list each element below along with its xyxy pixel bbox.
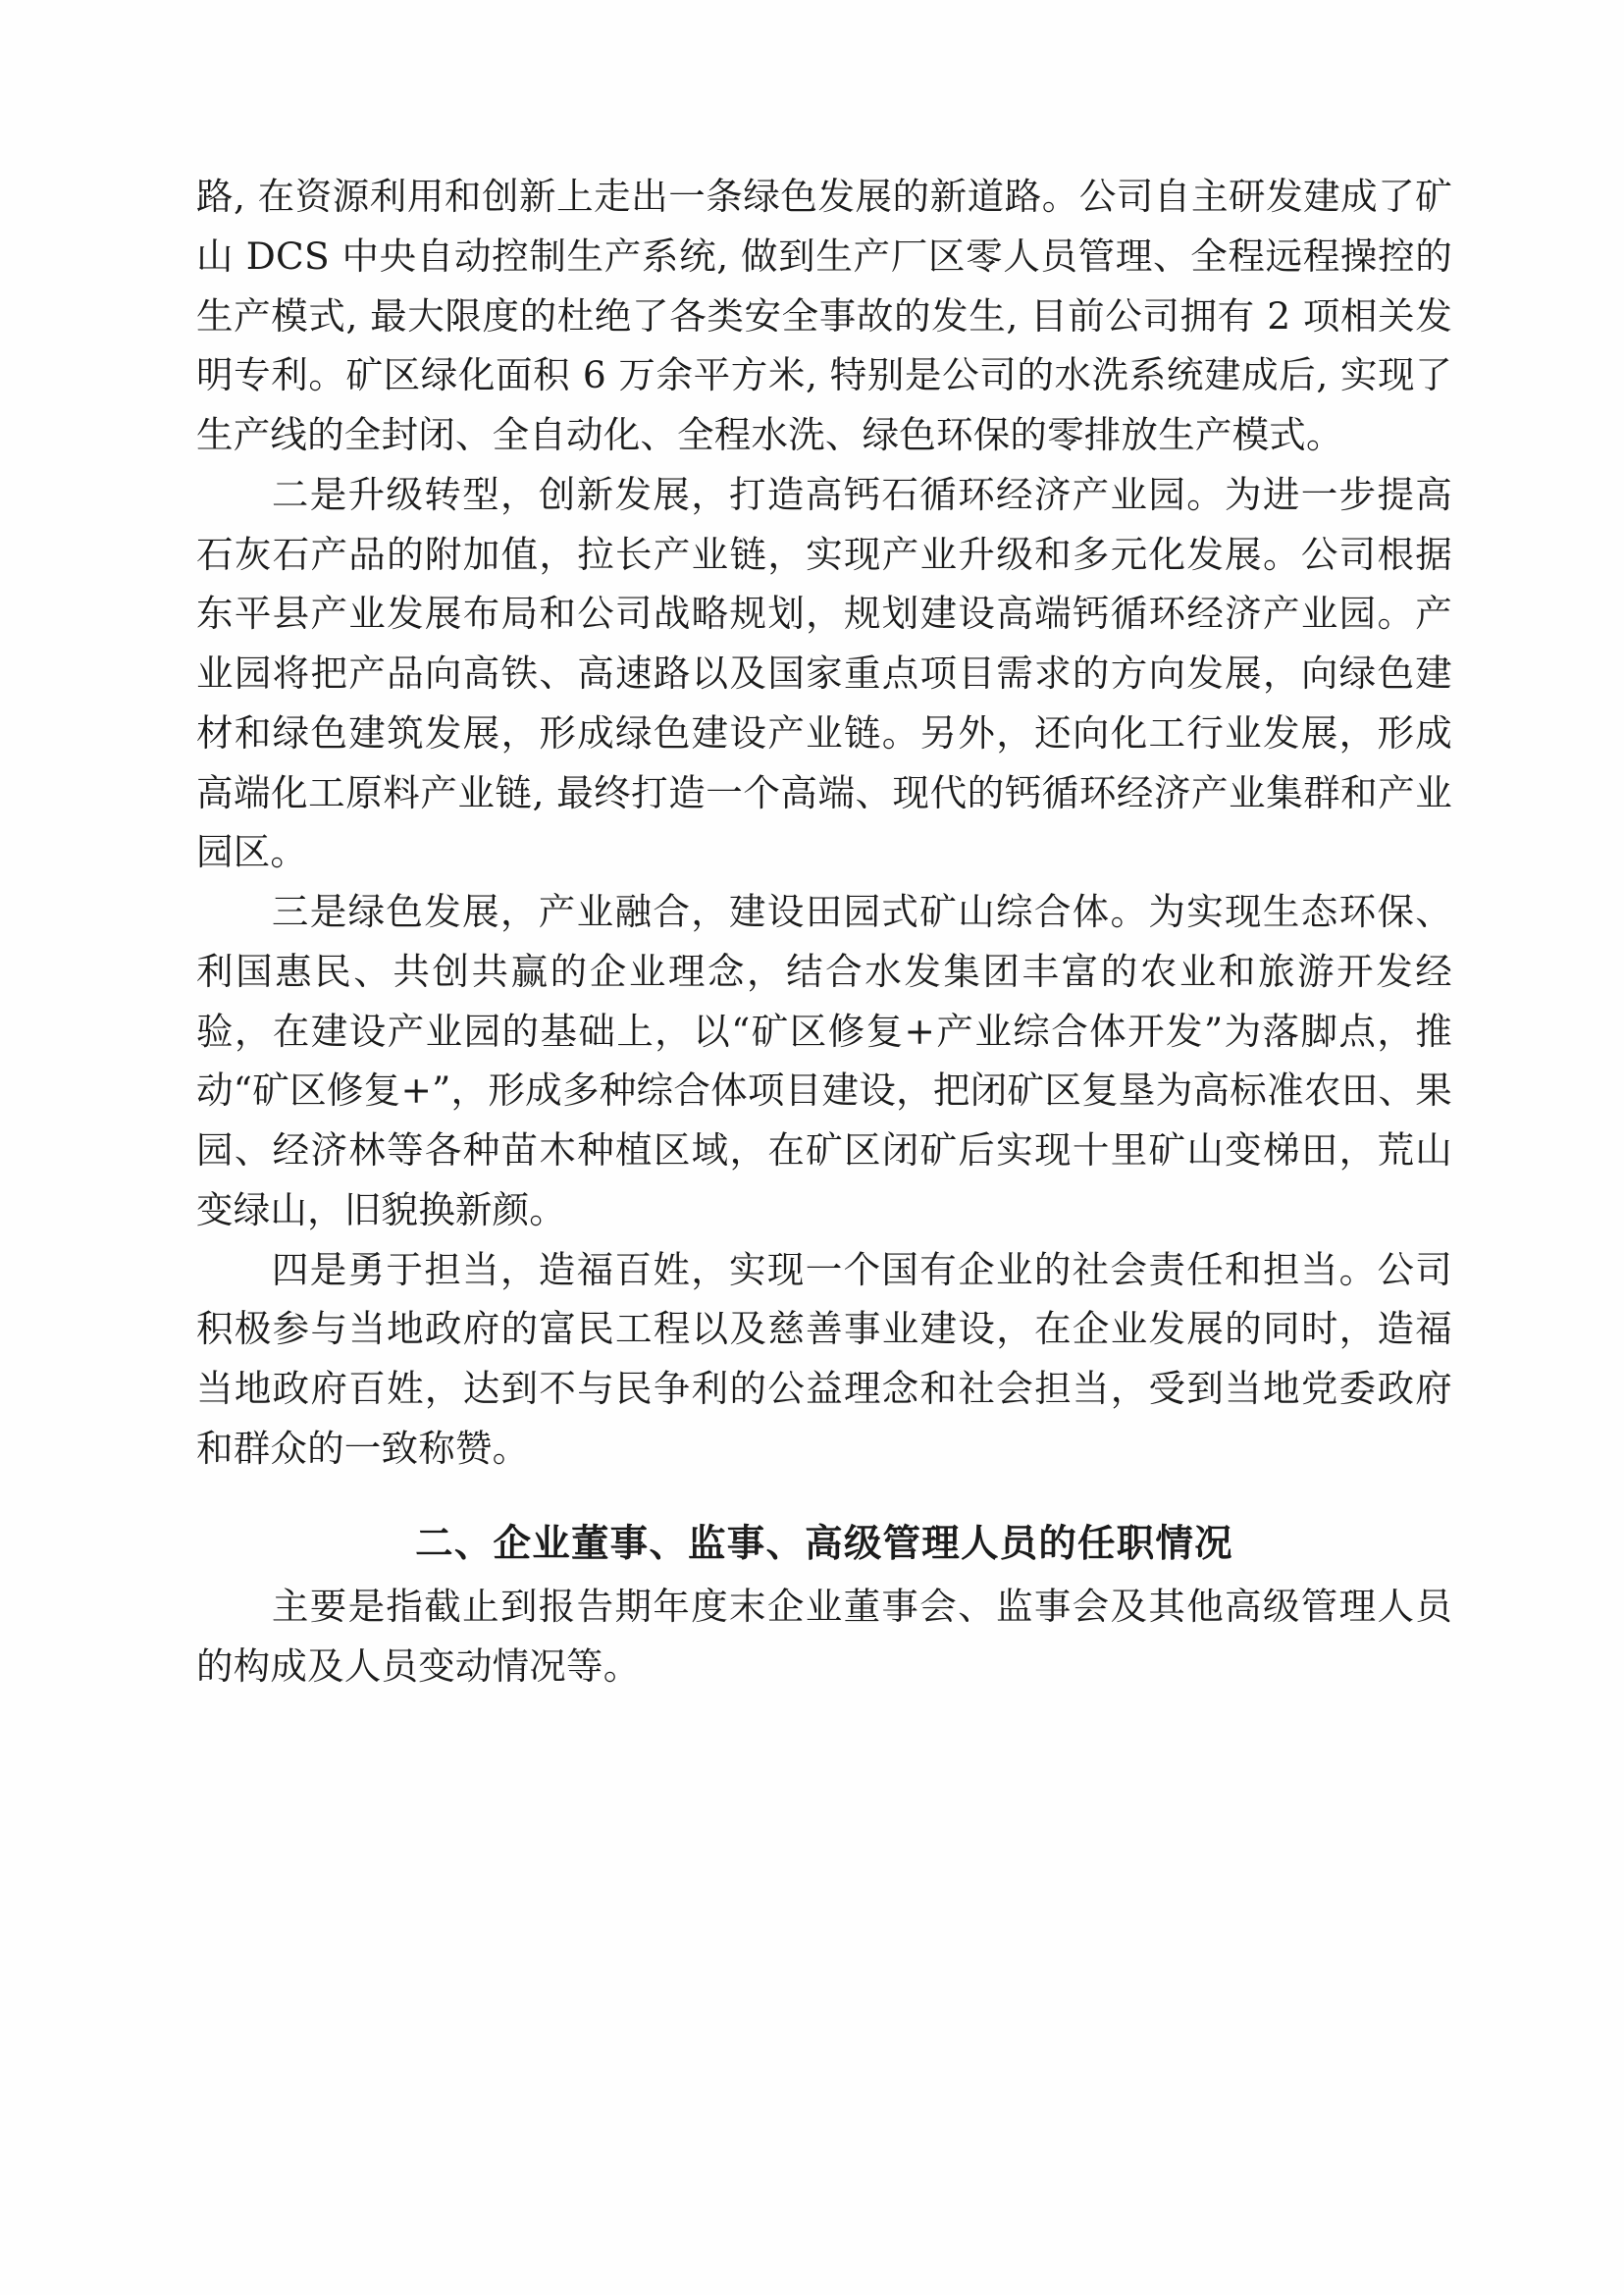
paragraph-section-two-body: 主要是指截止到报告期年度末企业董事会、监事会及其他高级管理人员的构成及人员变动情况等。 — [196, 1584, 1452, 1688]
paragraph-continued-green-development: 路, 在资源利用和创新上走出一条绿色发展的新道路。公司自主研发建成了矿山 DCS 中央自动控制生产系统, 做到生产厂区零人员管理、全程远程操控的生产模式, 最大限度的杜绝了各类安全事故的发生, 目前公司拥有 2 项相关发明专利。矿区绿化面积 6 万余平方米, 特别是公司的水洗系统建成后, 实现了生产线的全封闭、全自动化、全程水洗、绿色环保的零排放生产模式。 — [196, 175, 1452, 456]
document-body — [196, 167, 1452, 1695]
paragraph-item-three-green: 三是绿色发展，产业融合，建设田园式矿山综合体。为实现生态环保、利国惠民、共创共赢的企业理念，结合水发集团丰富的农业和旅游开发经验，在建设产业园的基础上，以“矿区修复+产业综合体开发”为落脚点，推动“矿区修复+”，形成多种综合体项目建设，把闭矿区复垦为高标准农田、果园、经济林等各种苗木种植区域，在矿区闭矿后实现十里矿山变梯田，荒山变绿山，旧貌换新颜。 — [196, 890, 1452, 1231]
heading-spacer — [196, 1479, 1452, 1488]
paragraph-item-two-upgrade: 二是升级转型，创新发展，打造高钙石循环经济产业园。为进一步提高石灰石产品的附加值，拉长产业链，实现产业升级和多元化发展。公司根据东平县产业发展布局和公司战略规划，规划建设高端钙循环经济产业园。产业园将把产品向高铁、高速路以及国家重点项目需求的方向发展，向绿色建材和绿色建筑发展，形成绿色建设产业链。另外，还向化工行业发展，形成高端化工原料产业链, 最终打造一个高端、现代的钙循环经济产业集群和产业园区。 — [196, 472, 1452, 874]
section-heading-two: 二、企业董事、监事、高级管理人员的任职情况 — [415, 1521, 1233, 1566]
paragraph-item-four-responsibility: 四是勇于担当，造福百姓，实现一个国有企业的社会责任和担当。公司积极参与当地政府的富民工程以及慈善事业建设，在企业发展的同时，造福当地政府百姓，达到不与民争利的公益理念和社会担当，受到当地党委政府和群众的一致称赞。 — [196, 1247, 1452, 1470]
